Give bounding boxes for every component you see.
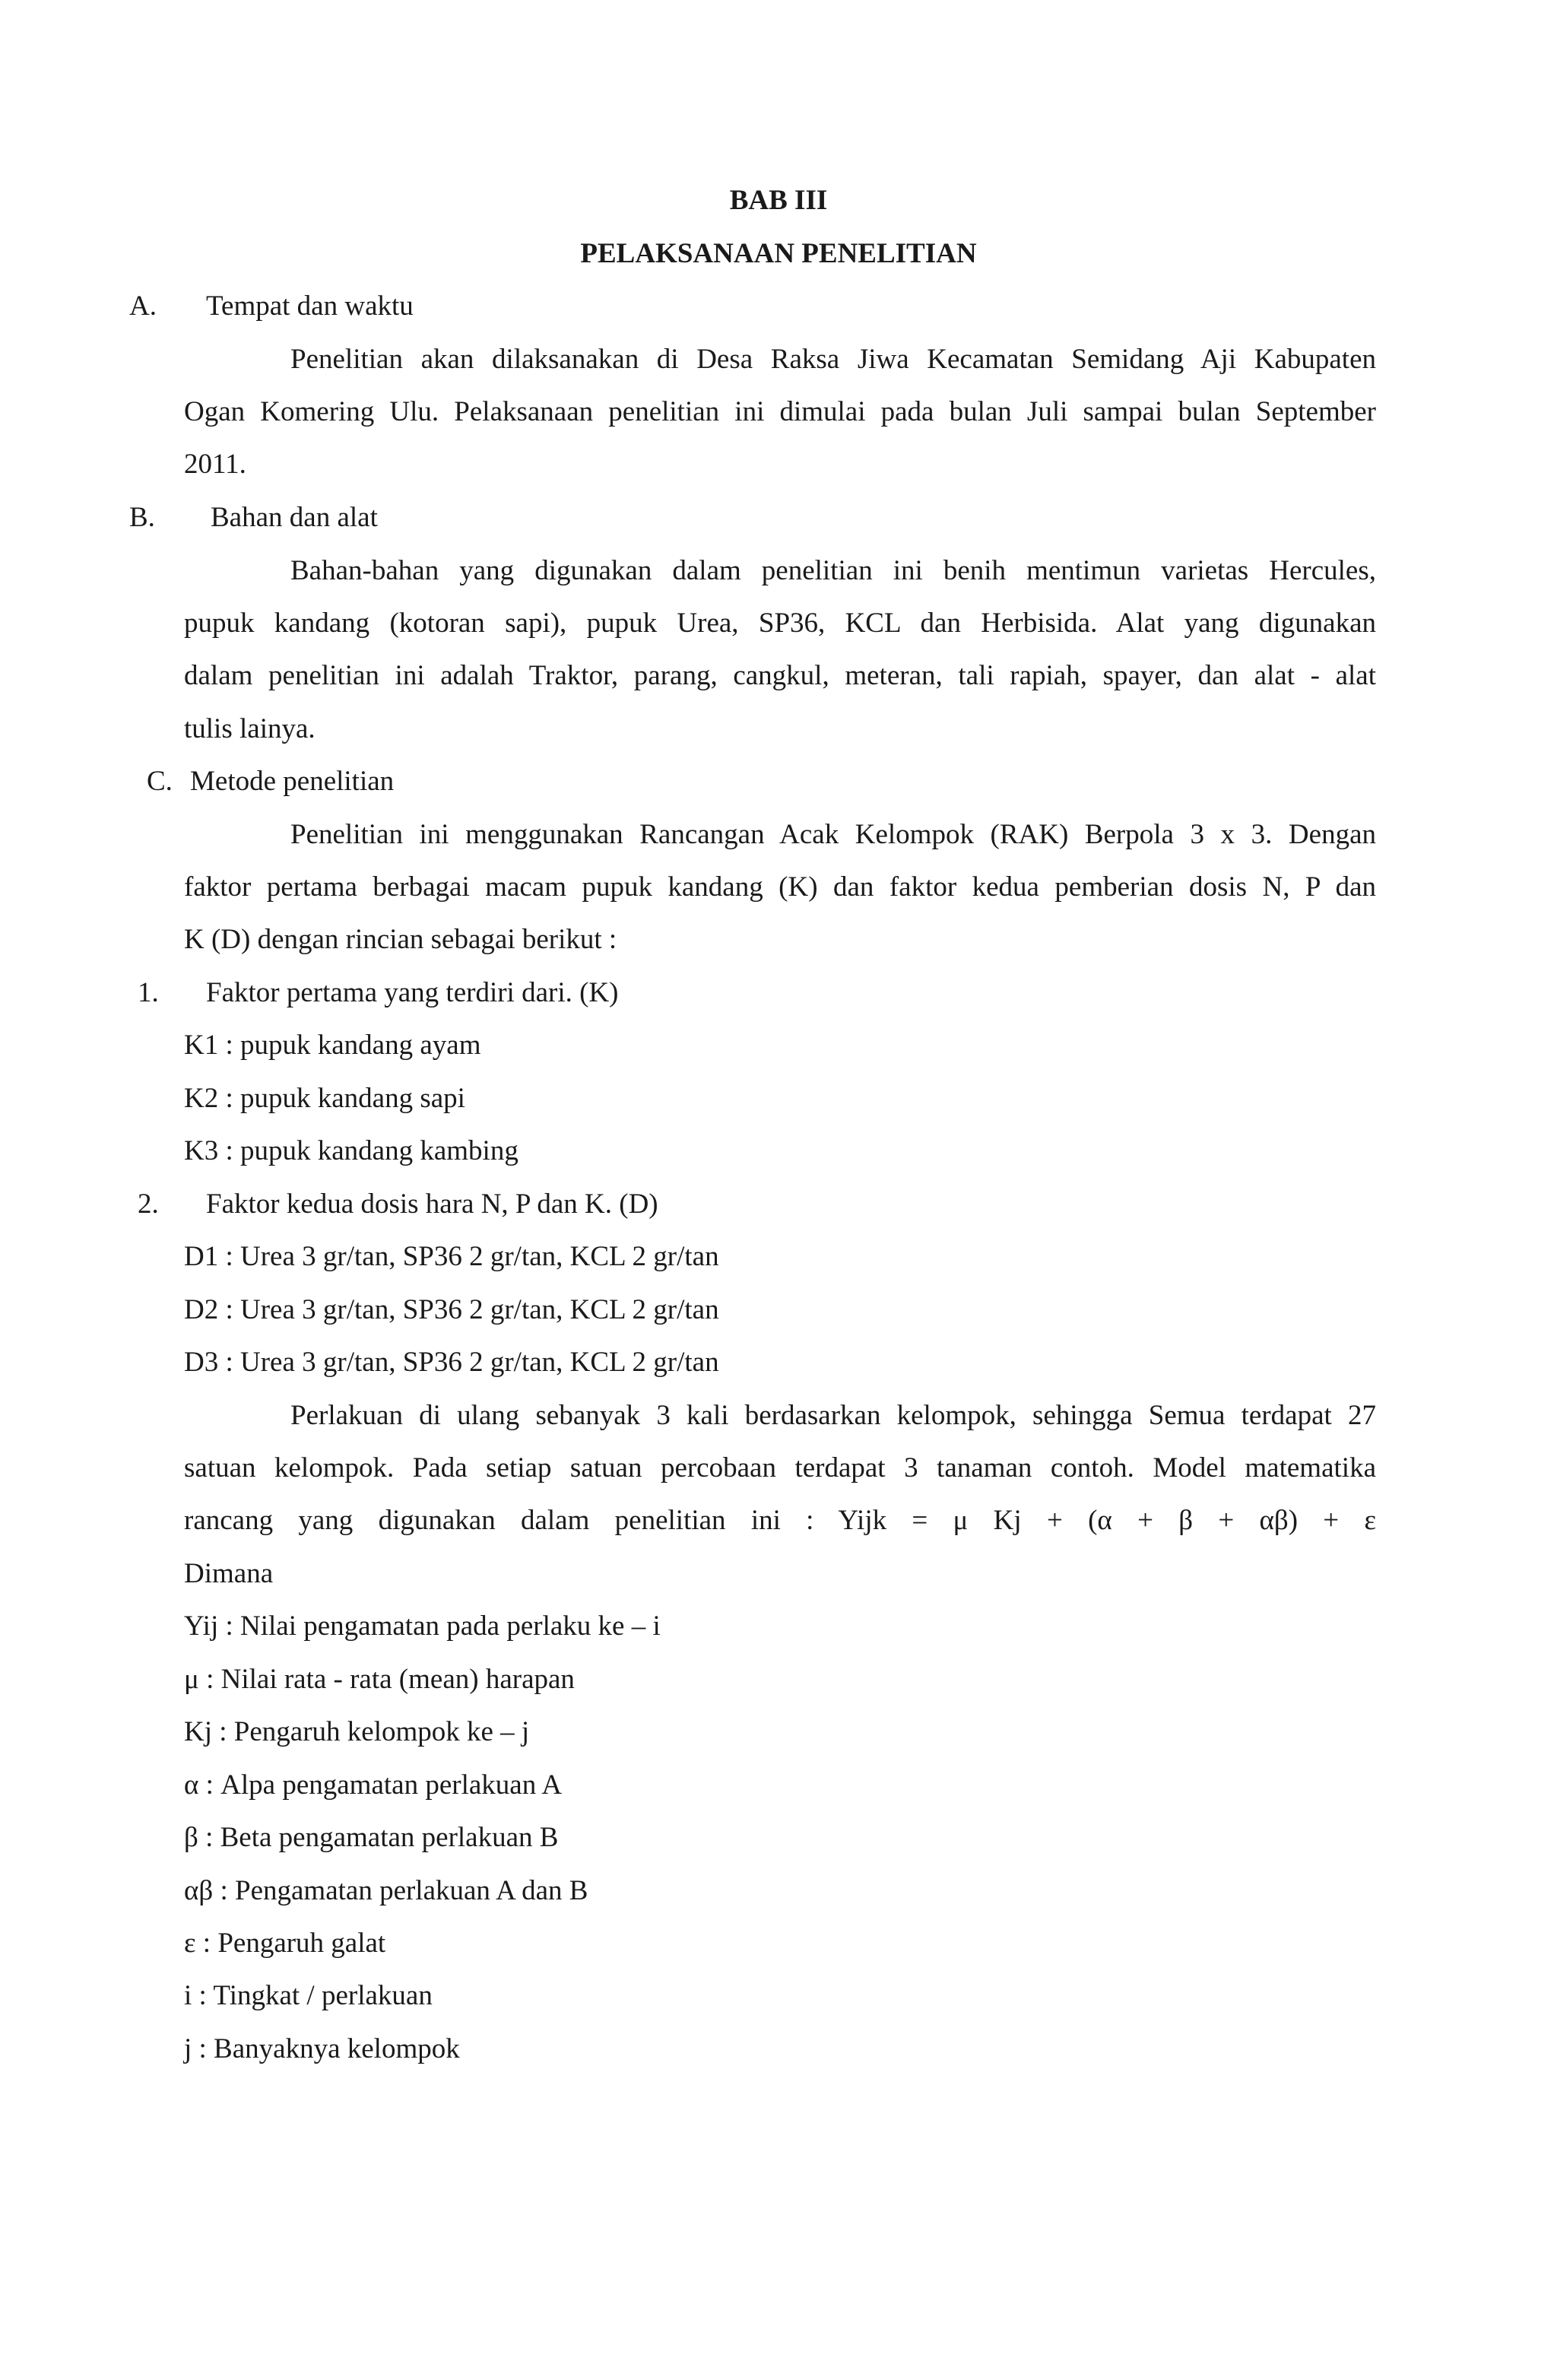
definition-item: Kj : Pengaruh kelompok ke – j (184, 1716, 530, 1747)
definition-item: Yij : Nilai pengamatan pada perlaku ke – i (184, 1610, 661, 1642)
factor-1-marker: 1. (138, 977, 159, 1008)
definition-item: αβ : Pengamatan perlakuan A dan B (184, 1875, 588, 1906)
page-title: PELAKSANAAN PENELITIAN (580, 238, 977, 269)
section-b-title: Bahan dan alat (211, 502, 378, 533)
section-b-line-3: dalam penelitian ini adalah Traktor, parang, cangkul, meteran, tali rapiah, spayer, dan alat - alat (184, 660, 1376, 691)
section-c-line-1: Penelitian ini menggunakan Rancangan Acak Kelompok (RAK) Berpola 3 x 3. Dengan (290, 819, 1376, 850)
treatment-line-1: Perlakuan di ulang sebanyak 3 kali berdasarkan kelompok, sehingga Semua terdapat 27 (290, 1400, 1376, 1431)
factor-1-item: K3 : pupuk kandang kambing (184, 1135, 518, 1166)
section-b-marker: B. (129, 502, 155, 533)
definition-item: i : Tingkat / perlakuan (184, 1980, 433, 2011)
section-b-line-4: tulis lainya. (184, 713, 316, 744)
factor-2-item: D2 : Urea 3 gr/tan, SP36 2 gr/tan, KCL 2 gr/tan (184, 1294, 719, 1325)
section-a-line-3: 2011. (184, 449, 246, 480)
definition-item: ε : Pengaruh galat (184, 1928, 386, 1959)
factor-1-item: K2 : pupuk kandang sapi (184, 1083, 465, 1114)
definition-item: μ : Nilai rata - rata (mean) harapan (184, 1664, 575, 1695)
section-c-line-3: K (D) dengan rincian sebagai berikut : (184, 924, 617, 955)
section-c-title: Metode penelitian (190, 766, 395, 797)
factor-2-item: D3 : Urea 3 gr/tan, SP36 2 gr/tan, KCL 2 gr/tan (184, 1347, 719, 1378)
treatment-line-2: satuan kelompok. Pada setiap satuan percobaan terdapat 3 tanaman contoh. Model matematika (184, 1452, 1376, 1484)
section-a-line-1: Penelitian akan dilaksanakan di Desa Raksa Jiwa Kecamatan Semidang Aji Kabupaten (290, 344, 1376, 375)
section-a-marker: A. (129, 290, 157, 322)
definition-item: β : Beta pengamatan perlakuan B (184, 1822, 559, 1853)
section-c-line-2: faktor pertama berbagai macam pupuk kandang (K) dan faktor kedua pemberian dosis N, P dan (184, 871, 1376, 903)
section-a-line-2: Ogan Komering Ulu. Pelaksanaan penelitian ini dimulai pada bulan Juli sampai bulan September (184, 396, 1376, 427)
chapter-heading: BAB III (729, 185, 828, 216)
factor-2-item: D1 : Urea 3 gr/tan, SP36 2 gr/tan, KCL 2 gr/tan (184, 1241, 719, 1272)
treatment-line-3-formula: rancang yang digunakan dalam penelitian ini : Yijk = μ Kj + (α + β + αβ) + ε (184, 1505, 1376, 1536)
section-b-line-1: Bahan-bahan yang digunakan dalam penelitian ini benih mentimun varietas Hercules, (290, 555, 1376, 586)
definition-item: j : Banyaknya kelompok (184, 2033, 460, 2064)
section-c-marker: C. (147, 766, 173, 797)
factor-2-marker: 2. (138, 1188, 159, 1220)
factor-1-title: Faktor pertama yang terdiri dari. (K) (206, 977, 619, 1008)
section-a-title: Tempat dan waktu (206, 290, 414, 322)
treatment-line-4: Dimana (184, 1558, 274, 1589)
factor-2-title: Faktor kedua dosis hara N, P dan K. (D) (206, 1188, 658, 1220)
section-b-line-2: pupuk kandang (kotoran sapi), pupuk Urea, SP36, KCL dan Herbisida. Alat yang digunakan (184, 608, 1376, 639)
definition-item: α : Alpa pengamatan perlakuan A (184, 1769, 563, 1801)
factor-1-item: K1 : pupuk kandang ayam (184, 1030, 481, 1061)
